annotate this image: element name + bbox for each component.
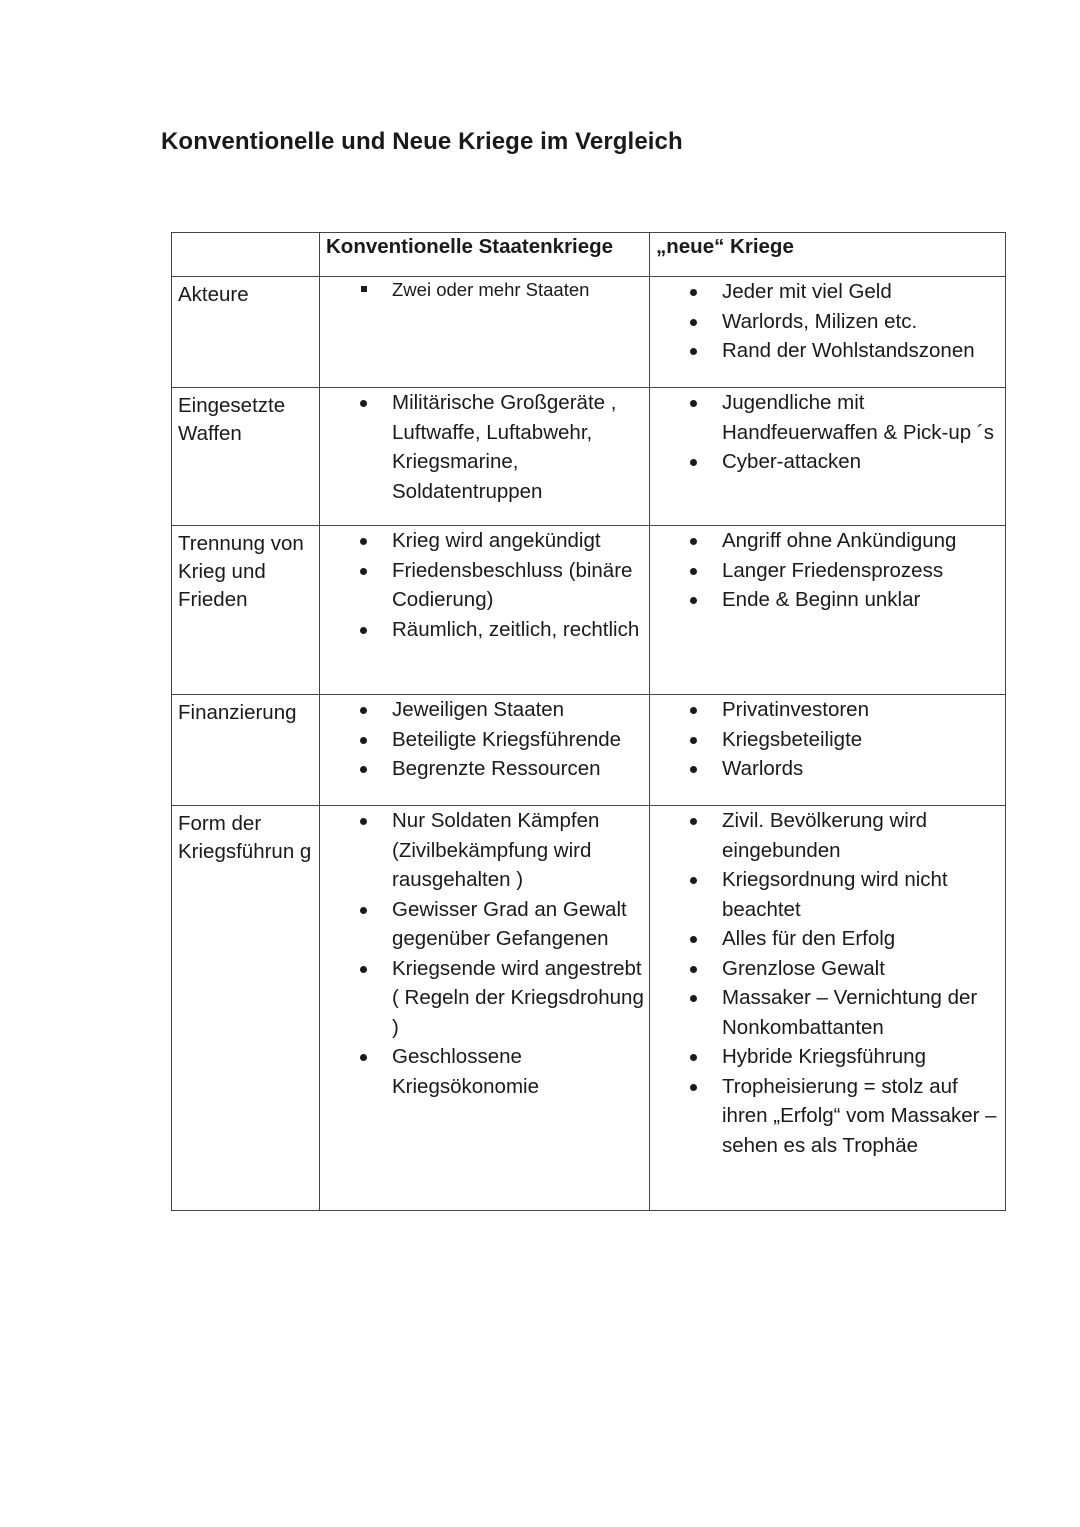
bullet-icon xyxy=(360,966,367,973)
bullet-list xyxy=(650,806,1005,1170)
list-item: Zivil. Bevölkerung wird eingebunden xyxy=(650,806,1005,865)
comparison-table xyxy=(171,232,1006,1211)
bullet-icon xyxy=(690,348,697,355)
bullet-icon xyxy=(360,568,367,575)
bullet-list xyxy=(320,806,649,1111)
header-conventional: Konventionelle Staatenkriege xyxy=(320,233,650,277)
bullet-icon xyxy=(690,936,697,943)
bullet-icon xyxy=(690,818,697,825)
bullet-icon xyxy=(360,538,367,545)
list-item: Beteiligte Kriegsführende xyxy=(320,725,649,755)
list-item: Hybride Kriegsführung xyxy=(650,1042,1005,1072)
square-bullet-icon xyxy=(361,286,367,292)
bullet-icon xyxy=(690,538,697,545)
bullet-icon xyxy=(360,1054,367,1061)
list-item: Krieg wird angekündigt xyxy=(320,526,649,556)
bullet-icon xyxy=(690,568,697,575)
table-header-row xyxy=(172,233,1006,277)
row-label: Finanzierung xyxy=(172,695,320,806)
bullet-icon xyxy=(690,737,697,744)
bullet-icon xyxy=(360,818,367,825)
bullet-icon xyxy=(690,966,697,973)
bullet-icon xyxy=(360,707,367,714)
list-item: Angriff ohne Ankündigung xyxy=(650,526,1005,556)
bullet-list xyxy=(320,695,649,794)
header-empty xyxy=(172,233,320,277)
list-item: Cyber-attacken xyxy=(650,447,1005,477)
bullet-icon xyxy=(690,400,697,407)
table-row xyxy=(172,277,1006,388)
table-row xyxy=(172,388,1006,526)
bullet-icon xyxy=(690,289,697,296)
bullet-icon xyxy=(360,766,367,773)
list-item: Warlords, Milizen etc. xyxy=(650,307,1005,337)
bullet-list xyxy=(650,695,1005,794)
list-item: Rand der Wohlstandszonen xyxy=(650,336,1005,366)
row-label: Form der Kriegsführun g xyxy=(172,806,320,1211)
cell-conventional xyxy=(320,277,650,388)
bullet-list xyxy=(320,277,649,313)
cell-conventional xyxy=(320,526,650,695)
bullet-icon xyxy=(690,597,697,604)
page-title: Konventionelle und Neue Kriege im Vergleich xyxy=(161,128,683,155)
bullet-icon xyxy=(360,737,367,744)
list-item: Gewisser Grad an Gewalt gegenüber Gefangenen xyxy=(320,895,649,954)
list-item: Massaker – Vernichtung der Nonkombattanten xyxy=(650,983,1005,1042)
bullet-icon xyxy=(360,400,367,407)
cell-conventional xyxy=(320,695,650,806)
row-label: Trennung von Krieg und Frieden xyxy=(172,526,320,695)
table-row xyxy=(172,526,1006,695)
list-item: Jeweiligen Staaten xyxy=(320,695,649,725)
list-item: Friedensbeschluss (binäre Codierung) xyxy=(320,556,649,615)
bullet-list xyxy=(650,388,1005,487)
list-item: Jeder mit viel Geld xyxy=(650,277,1005,307)
bullet-icon xyxy=(690,319,697,326)
bullet-icon xyxy=(690,995,697,1002)
cell-new xyxy=(650,277,1006,388)
list-item: Kriegsende wird angestrebt ( Regeln der Kriegsdrohung ) xyxy=(320,954,649,1043)
cell-new xyxy=(650,388,1006,526)
bullet-list xyxy=(320,526,649,654)
bullet-icon xyxy=(690,766,697,773)
cell-conventional xyxy=(320,806,650,1211)
list-item: Warlords xyxy=(650,754,1005,784)
bullet-icon xyxy=(690,877,697,884)
list-item: Grenzlose Gewalt xyxy=(650,954,1005,984)
cell-new xyxy=(650,526,1006,695)
list-item: Jugendliche mit Handfeuerwaffen & Pick-up ´s xyxy=(650,388,1005,447)
table-row xyxy=(172,695,1006,806)
header-new: „neue“ Kriege xyxy=(650,233,1006,277)
list-item: Alles für den Erfolg xyxy=(650,924,1005,954)
row-label: Akteure xyxy=(172,277,320,388)
bullet-icon xyxy=(360,907,367,914)
list-item: Kriegsbeteiligte xyxy=(650,725,1005,755)
list-item: Militärische Großgeräte , Luftwaffe, Luftabwehr, Kriegsmarine, Soldatentruppen xyxy=(320,388,649,506)
bullet-icon xyxy=(360,627,367,634)
bullet-list xyxy=(650,526,1005,625)
list-item: Kriegsordnung wird nicht beachtet xyxy=(650,865,1005,924)
bullet-icon xyxy=(690,459,697,466)
cell-conventional xyxy=(320,388,650,526)
cell-new xyxy=(650,695,1006,806)
list-item: Privatinvestoren xyxy=(650,695,1005,725)
list-item: Tropheisierung = stolz auf ihren „Erfolg“ vom Massaker – sehen es als Trophäe xyxy=(650,1072,1005,1161)
list-item: Begrenzte Ressourcen xyxy=(320,754,649,784)
table-row xyxy=(172,806,1006,1211)
bullet-icon xyxy=(690,1054,697,1061)
cell-new xyxy=(650,806,1006,1211)
bullet-icon xyxy=(690,1084,697,1091)
row-label: Eingesetzte Waffen xyxy=(172,388,320,526)
list-item: Langer Friedensprozess xyxy=(650,556,1005,586)
bullet-list xyxy=(320,388,649,516)
bullet-list xyxy=(650,277,1005,376)
list-item: Ende & Beginn unklar xyxy=(650,585,1005,615)
list-item: Geschlossene Kriegsökonomie xyxy=(320,1042,649,1101)
list-item: Räumlich, zeitlich, rechtlich xyxy=(320,615,649,645)
list-item: Zwei oder mehr Staaten xyxy=(320,277,649,303)
bullet-icon xyxy=(690,707,697,714)
list-item: Nur Soldaten Kämpfen (Zivilbekämpfung wird rausgehalten ) xyxy=(320,806,649,895)
